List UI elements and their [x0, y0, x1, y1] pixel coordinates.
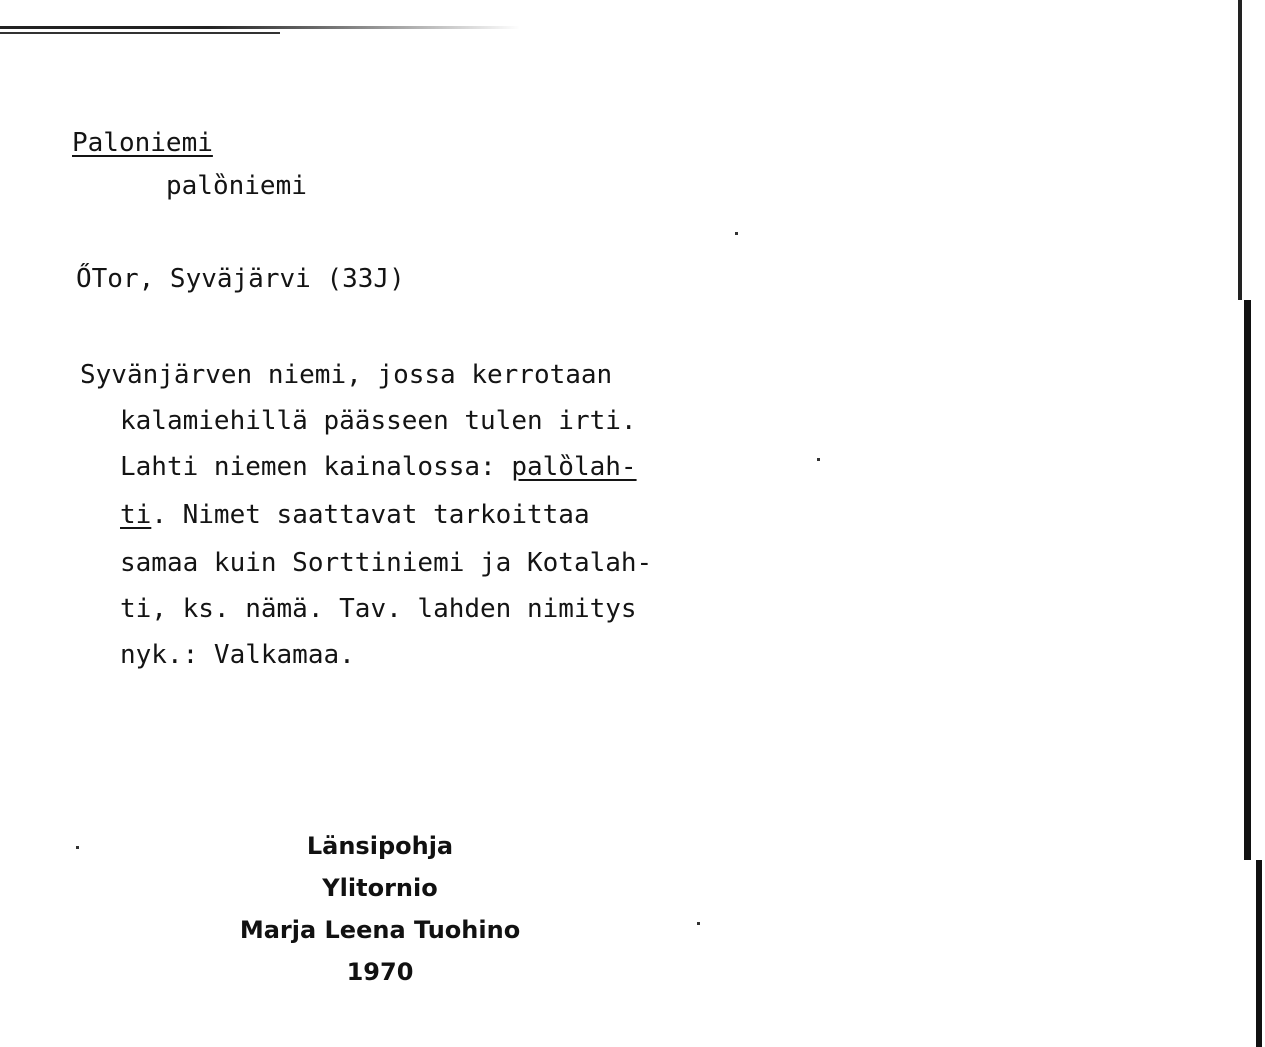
place-name-reference: palȍlah-: [511, 452, 637, 482]
scan-speck: [76, 846, 79, 849]
scan-artifact-line: [0, 26, 520, 29]
description-line: kalamiehillä päässeen tulen irti.: [120, 406, 637, 436]
description-line: [120, 500, 590, 530]
stamp-year: 1970: [346, 958, 414, 986]
scan-artifact-edge: [1256, 860, 1262, 1047]
pronunciation: palȍniemi: [166, 171, 307, 201]
description-line: [120, 452, 637, 482]
description-line: samaa kuin Sorttiniemi ja Kotalah-: [120, 548, 653, 578]
collector-stamp: [200, 825, 560, 993]
scan-artifact-line: [0, 32, 280, 34]
scan-speck: [735, 232, 738, 235]
description-line: nyk.: Valkamaa.: [120, 640, 355, 670]
description-text: Lahti niemen kainalossa:: [120, 452, 512, 482]
description-line: ti, ks. nämä. Tav. lahden nimitys: [120, 594, 637, 624]
scan-speck: [817, 458, 820, 461]
scan-artifact-edge: [1244, 300, 1251, 860]
stamp-parish: Ylitornio: [322, 874, 438, 902]
place-name-reference: ti: [120, 500, 152, 530]
headword: Paloniemi: [72, 128, 213, 158]
location: ŐTor, Syväjärvi (33J): [76, 264, 405, 294]
description-text: . Nimet saattavat tarkoittaa: [151, 500, 590, 530]
scan-speck: [697, 922, 700, 925]
scan-artifact-edge: [1238, 0, 1242, 300]
stamp-collector: Marja Leena Tuohino: [239, 916, 521, 944]
stamp-region: Länsipohja: [306, 832, 454, 860]
description-line: Syvänjärven niemi, jossa kerrotaan: [80, 360, 613, 390]
